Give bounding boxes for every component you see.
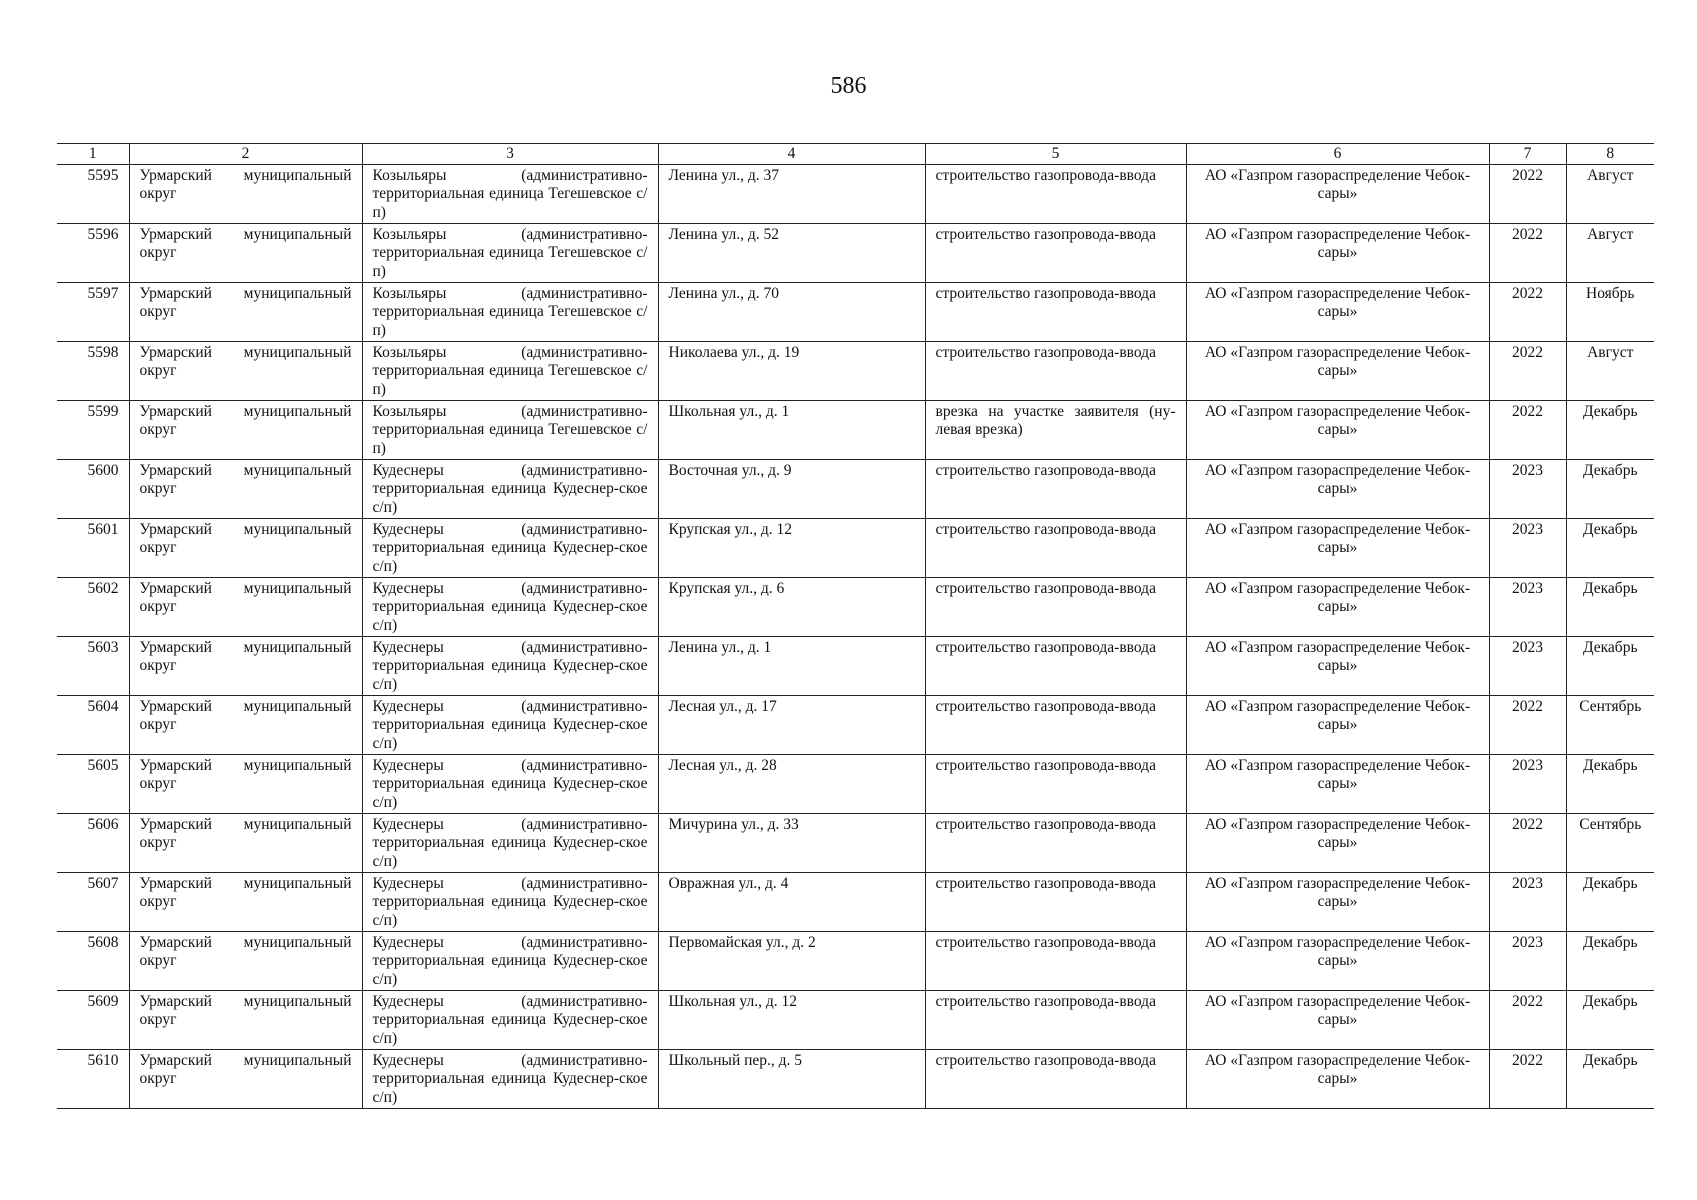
work-type-cell: строительство газопровода-ввода bbox=[925, 695, 1186, 754]
page-number: 586 bbox=[830, 73, 867, 99]
year-cell: 2022 bbox=[1489, 813, 1566, 872]
settlement-cell: Кудеснеры (административно-территориальная единица Кудеснер-ское с/п) bbox=[362, 636, 658, 695]
row-number-cell: 5604 bbox=[57, 695, 129, 754]
address-cell: Мичурина ул., д. 33 bbox=[658, 813, 925, 872]
month-cell: Декабрь bbox=[1566, 754, 1654, 813]
year-cell: 2023 bbox=[1489, 931, 1566, 990]
address-cell: Крупская ул., д. 12 bbox=[658, 518, 925, 577]
organization-cell: АО «Газпром газораспределение Чебок-сары» bbox=[1186, 636, 1489, 695]
table-row bbox=[57, 577, 1654, 636]
month-cell: Декабрь bbox=[1566, 636, 1654, 695]
table-row bbox=[57, 164, 1654, 223]
organization-cell: АО «Газпром газораспределение Чебок-сары» bbox=[1186, 164, 1489, 223]
settlement-cell: Кудеснеры (административно-территориальная единица Кудеснер-ское с/п) bbox=[362, 577, 658, 636]
settlement-cell: Кудеснеры (административно-территориальная единица Кудеснер-ское с/п) bbox=[362, 931, 658, 990]
address-cell: Ленина ул., д. 70 bbox=[658, 282, 925, 341]
year-cell: 2023 bbox=[1489, 754, 1566, 813]
district-cell: Урмарский муниципальный округ bbox=[129, 754, 362, 813]
year-cell: 2023 bbox=[1489, 577, 1566, 636]
table-row bbox=[57, 636, 1654, 695]
settlement-cell: Козыльяры (административно-территориальная единица Тегешевское с/п) bbox=[362, 164, 658, 223]
month-cell: Август bbox=[1566, 164, 1654, 223]
work-type-cell: строительство газопровода-ввода bbox=[925, 518, 1186, 577]
month-cell: Декабрь bbox=[1566, 990, 1654, 1049]
month-cell: Декабрь bbox=[1566, 931, 1654, 990]
table-row bbox=[57, 223, 1654, 282]
organization-cell: АО «Газпром газораспределение Чебок-сары» bbox=[1186, 695, 1489, 754]
month-cell: Декабрь bbox=[1566, 518, 1654, 577]
settlement-cell: Козыльяры (административно-территориальная единица Тегешевское с/п) bbox=[362, 282, 658, 341]
month-cell: Сентябрь bbox=[1566, 813, 1654, 872]
work-type-cell: строительство газопровода-ввода bbox=[925, 1049, 1186, 1108]
organization-cell: АО «Газпром газораспределение Чебок-сары» bbox=[1186, 931, 1489, 990]
organization-cell: АО «Газпром газораспределение Чебок-сары» bbox=[1186, 577, 1489, 636]
month-cell: Декабрь bbox=[1566, 400, 1654, 459]
settlement-cell: Кудеснеры (административно-территориальная единица Кудеснер-ское с/п) bbox=[362, 813, 658, 872]
row-number-cell: 5599 bbox=[57, 400, 129, 459]
column-header: 4 bbox=[658, 144, 925, 165]
column-number-row bbox=[57, 144, 1654, 165]
year-cell: 2022 bbox=[1489, 990, 1566, 1049]
table-row bbox=[57, 813, 1654, 872]
month-cell: Август bbox=[1566, 223, 1654, 282]
work-type-cell: строительство газопровода-ввода bbox=[925, 577, 1186, 636]
column-header: 1 bbox=[57, 144, 129, 165]
row-number-cell: 5598 bbox=[57, 341, 129, 400]
work-type-cell: строительство газопровода-ввода bbox=[925, 459, 1186, 518]
organization-cell: АО «Газпром газораспределение Чебок-сары» bbox=[1186, 400, 1489, 459]
organization-cell: АО «Газпром газораспределение Чебок-сары» bbox=[1186, 459, 1489, 518]
settlement-cell: Кудеснеры (административно-территориальная единица Кудеснер-ское с/п) bbox=[362, 1049, 658, 1108]
registry-table bbox=[57, 143, 1654, 1109]
row-number-cell: 5603 bbox=[57, 636, 129, 695]
table-row bbox=[57, 1049, 1654, 1108]
address-cell: Первомайская ул., д. 2 bbox=[658, 931, 925, 990]
year-cell: 2022 bbox=[1489, 400, 1566, 459]
column-header: 3 bbox=[362, 144, 658, 165]
district-cell: Урмарский муниципальный округ bbox=[129, 164, 362, 223]
district-cell: Урмарский муниципальный округ bbox=[129, 400, 362, 459]
district-cell: Урмарский муниципальный округ bbox=[129, 282, 362, 341]
registry-body bbox=[57, 164, 1654, 1108]
year-cell: 2023 bbox=[1489, 518, 1566, 577]
work-type-cell: строительство газопровода-ввода bbox=[925, 164, 1186, 223]
table-row bbox=[57, 695, 1654, 754]
address-cell: Ленина ул., д. 52 bbox=[658, 223, 925, 282]
address-cell: Школьная ул., д. 12 bbox=[658, 990, 925, 1049]
table-row bbox=[57, 400, 1654, 459]
table-row bbox=[57, 754, 1654, 813]
work-type-cell: строительство газопровода-ввода bbox=[925, 872, 1186, 931]
month-cell: Август bbox=[1566, 341, 1654, 400]
address-cell: Лесная ул., д. 28 bbox=[658, 754, 925, 813]
row-number-cell: 5595 bbox=[57, 164, 129, 223]
table-row bbox=[57, 931, 1654, 990]
district-cell: Урмарский муниципальный округ bbox=[129, 872, 362, 931]
row-number-cell: 5597 bbox=[57, 282, 129, 341]
work-type-cell: строительство газопровода-ввода bbox=[925, 223, 1186, 282]
district-cell: Урмарский муниципальный округ bbox=[129, 1049, 362, 1108]
organization-cell: АО «Газпром газораспределение Чебок-сары» bbox=[1186, 990, 1489, 1049]
table-row bbox=[57, 518, 1654, 577]
work-type-cell: строительство газопровода-ввода bbox=[925, 636, 1186, 695]
organization-cell: АО «Газпром газораспределение Чебок-сары» bbox=[1186, 754, 1489, 813]
year-cell: 2022 bbox=[1489, 164, 1566, 223]
address-cell: Ленина ул., д. 37 bbox=[658, 164, 925, 223]
table-row bbox=[57, 872, 1654, 931]
work-type-cell: строительство газопровода-ввода bbox=[925, 931, 1186, 990]
settlement-cell: Кудеснеры (административно-территориальная единица Кудеснер-ское с/п) bbox=[362, 518, 658, 577]
table-row bbox=[57, 990, 1654, 1049]
row-number-cell: 5610 bbox=[57, 1049, 129, 1108]
year-cell: 2023 bbox=[1489, 872, 1566, 931]
month-cell: Декабрь bbox=[1566, 577, 1654, 636]
address-cell: Овражная ул., д. 4 bbox=[658, 872, 925, 931]
month-cell: Декабрь bbox=[1566, 459, 1654, 518]
year-cell: 2022 bbox=[1489, 341, 1566, 400]
table-row bbox=[57, 459, 1654, 518]
row-number-cell: 5606 bbox=[57, 813, 129, 872]
table-row bbox=[57, 341, 1654, 400]
row-number-cell: 5596 bbox=[57, 223, 129, 282]
settlement-cell: Кудеснеры (административно-территориальная единица Кудеснер-ское с/п) bbox=[362, 872, 658, 931]
year-cell: 2022 bbox=[1489, 695, 1566, 754]
organization-cell: АО «Газпром газораспределение Чебок-сары» bbox=[1186, 813, 1489, 872]
column-header: 5 bbox=[925, 144, 1186, 165]
work-type-cell: строительство газопровода-ввода bbox=[925, 341, 1186, 400]
month-cell: Декабрь bbox=[1566, 1049, 1654, 1108]
settlement-cell: Кудеснеры (административно-территориальная единица Кудеснер-ское с/п) bbox=[362, 695, 658, 754]
organization-cell: АО «Газпром газораспределение Чебок-сары» bbox=[1186, 223, 1489, 282]
district-cell: Урмарский муниципальный округ bbox=[129, 813, 362, 872]
month-cell: Сентябрь bbox=[1566, 695, 1654, 754]
organization-cell: АО «Газпром газораспределение Чебок-сары» bbox=[1186, 518, 1489, 577]
settlement-cell: Козыльяры (административно-территориальная единица Тегешевское с/п) bbox=[362, 400, 658, 459]
district-cell: Урмарский муниципальный округ bbox=[129, 577, 362, 636]
month-cell: Ноябрь bbox=[1566, 282, 1654, 341]
work-type-cell: строительство газопровода-ввода bbox=[925, 754, 1186, 813]
organization-cell: АО «Газпром газораспределение Чебок-сары» bbox=[1186, 872, 1489, 931]
district-cell: Урмарский муниципальный округ bbox=[129, 990, 362, 1049]
district-cell: Урмарский муниципальный округ bbox=[129, 695, 362, 754]
work-type-cell: врезка на участке заявителя (ну-левая врезка) bbox=[925, 400, 1186, 459]
address-cell: Крупская ул., д. 6 bbox=[658, 577, 925, 636]
year-cell: 2023 bbox=[1489, 636, 1566, 695]
district-cell: Урмарский муниципальный округ bbox=[129, 459, 362, 518]
organization-cell: АО «Газпром газораспределение Чебок-сары» bbox=[1186, 282, 1489, 341]
column-header: 7 bbox=[1489, 144, 1566, 165]
address-cell: Школьная ул., д. 1 bbox=[658, 400, 925, 459]
settlement-cell: Кудеснеры (административно-территориальная единица Кудеснер-ское с/п) bbox=[362, 990, 658, 1049]
address-cell: Ленина ул., д. 1 bbox=[658, 636, 925, 695]
address-cell: Лесная ул., д. 17 bbox=[658, 695, 925, 754]
work-type-cell: строительство газопровода-ввода bbox=[925, 282, 1186, 341]
column-header: 2 bbox=[129, 144, 362, 165]
table-row bbox=[57, 282, 1654, 341]
work-type-cell: строительство газопровода-ввода bbox=[925, 813, 1186, 872]
settlement-cell: Кудеснеры (административно-территориальная единица Кудеснер-ское с/п) bbox=[362, 754, 658, 813]
address-cell: Николаева ул., д. 19 bbox=[658, 341, 925, 400]
column-header: 6 bbox=[1186, 144, 1489, 165]
district-cell: Урмарский муниципальный округ bbox=[129, 931, 362, 990]
year-cell: 2022 bbox=[1489, 1049, 1566, 1108]
year-cell: 2023 bbox=[1489, 459, 1566, 518]
district-cell: Урмарский муниципальный округ bbox=[129, 518, 362, 577]
address-cell: Школьный пер., д. 5 bbox=[658, 1049, 925, 1108]
organization-cell: АО «Газпром газораспределение Чебок-сары» bbox=[1186, 341, 1489, 400]
row-number-cell: 5607 bbox=[57, 872, 129, 931]
row-number-cell: 5608 bbox=[57, 931, 129, 990]
year-cell: 2022 bbox=[1489, 282, 1566, 341]
row-number-cell: 5601 bbox=[57, 518, 129, 577]
row-number-cell: 5605 bbox=[57, 754, 129, 813]
organization-cell: АО «Газпром газораспределение Чебок-сары» bbox=[1186, 1049, 1489, 1108]
district-cell: Урмарский муниципальный округ bbox=[129, 636, 362, 695]
column-header: 8 bbox=[1566, 144, 1654, 165]
month-cell: Декабрь bbox=[1566, 872, 1654, 931]
district-cell: Урмарский муниципальный округ bbox=[129, 341, 362, 400]
district-cell: Урмарский муниципальный округ bbox=[129, 223, 362, 282]
settlement-cell: Козыльяры (административно-территориальная единица Тегешевское с/п) bbox=[362, 341, 658, 400]
work-type-cell: строительство газопровода-ввода bbox=[925, 990, 1186, 1049]
row-number-cell: 5600 bbox=[57, 459, 129, 518]
year-cell: 2022 bbox=[1489, 223, 1566, 282]
settlement-cell: Кудеснеры (административно-территориальная единица Кудеснер-ское с/п) bbox=[362, 459, 658, 518]
row-number-cell: 5602 bbox=[57, 577, 129, 636]
address-cell: Восточная ул., д. 9 bbox=[658, 459, 925, 518]
row-number-cell: 5609 bbox=[57, 990, 129, 1049]
settlement-cell: Козыльяры (административно-территориальная единица Тегешевское с/п) bbox=[362, 223, 658, 282]
